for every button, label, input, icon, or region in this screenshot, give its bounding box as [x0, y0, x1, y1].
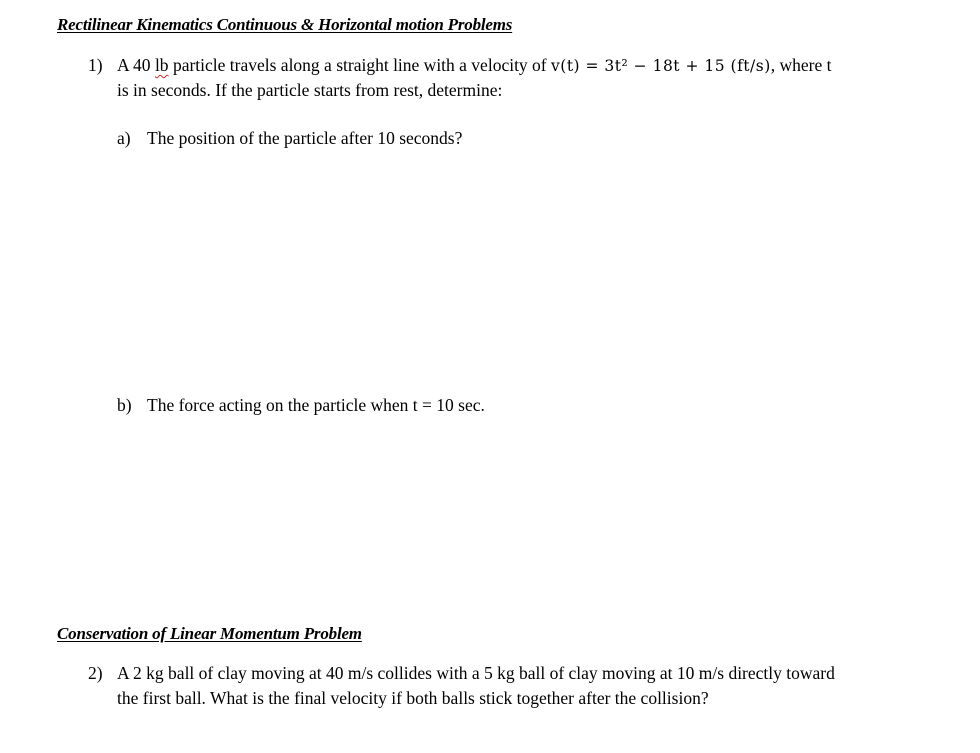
part-b-text: The force acting on the particle when t = 10 sec.	[147, 395, 485, 415]
problem-1	[0, 53, 980, 103]
part-b-letter: b)	[117, 395, 132, 415]
problem-1-line-1	[117, 53, 832, 79]
section-heading-momentum: Conservation of Linear Momentum Problem	[57, 624, 362, 643]
section-heading-kinematics: Rectilinear Kinematics Continuous & Horizontal motion Problems	[57, 15, 513, 34]
problem-2-number: 2)	[88, 663, 103, 683]
problem-1-text-a: A 40	[117, 55, 155, 75]
velocity-equation: v(t) = 3t² − 18t + 15 (ft/s)	[551, 57, 771, 75]
problem-1-text-c: , where t	[770, 55, 832, 75]
problem-2-line-2: the first ball. What is the final velocity if both balls stick together after the collision?	[117, 688, 709, 708]
problem-2-line-1: A 2 kg ball of clay moving at 40 m/s collides with a 5 kg ball of clay moving at 10 m/s directly toward	[117, 663, 835, 683]
problem-2	[0, 661, 980, 711]
part-b	[0, 395, 980, 419]
problem-1-text-b: particle travels along a straight line with a velocity of	[168, 55, 552, 75]
part-a-letter: a)	[117, 128, 131, 148]
unit-lb-misspelled: lb	[154, 55, 169, 75]
part-a-text: The position of the particle after 10 seconds?	[147, 128, 463, 148]
problem-1-line-2: is in seconds. If the particle starts from rest, determine:	[117, 80, 503, 100]
problem-1-number: 1)	[88, 55, 103, 75]
part-a	[0, 128, 980, 152]
